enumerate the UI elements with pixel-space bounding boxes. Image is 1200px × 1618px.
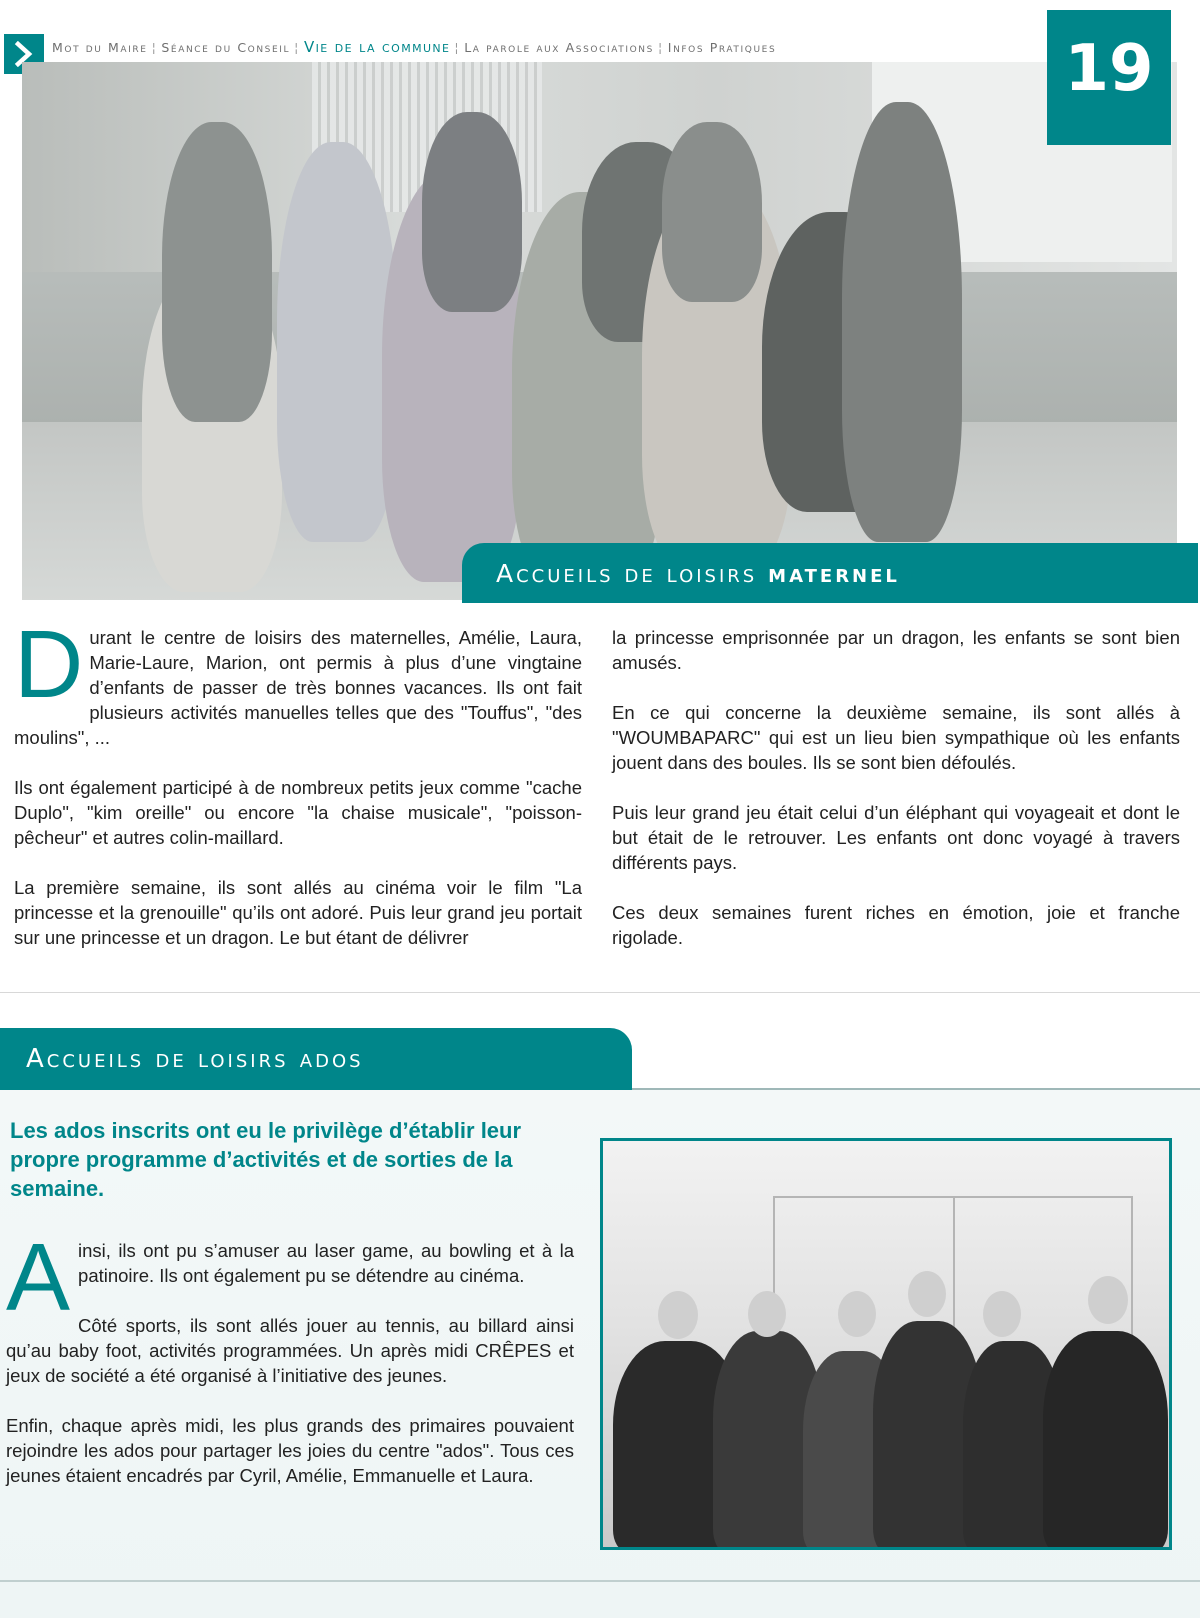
children-group-photo bbox=[22, 62, 1177, 600]
nav-separator: ¦ bbox=[294, 39, 300, 55]
paragraph: Puis leur grand jeu était celui d’un éléphant qui voyageait et dont le but était de le retrouver. Les enfants ont donc voyagé à travers différents pays. bbox=[612, 802, 1180, 873]
nav-item-mot-du-maire[interactable]: Mot du Maire bbox=[52, 39, 148, 55]
nav-separator: ¦ bbox=[151, 39, 158, 55]
paragraph: Enfin, chaque après midi, les plus grands des primaires pouvaient rejoindre les ados pour partager les joies du centre "ados". Tous ces jeunes étaient encadrés par Cyril, Amélie, Emmanuelle et Laura. bbox=[6, 1415, 574, 1486]
paragraph: Ils ont également participé à de nombreux petits jeux comme "cache Duplo", "kim oreille" ou encore "la chaise musicale", "poisson-pêcheur" et autres colin-maillard. bbox=[14, 777, 582, 848]
teens-group-photo bbox=[600, 1138, 1172, 1550]
nav-item-seance-du-conseil[interactable]: Séance du Conseil bbox=[161, 39, 291, 55]
page-number-badge: 19 bbox=[1047, 10, 1171, 145]
paragraph: Côté sports, ils sont allés jouer au tennis, au billard ainsi qu’au baby foot, activités programmées. Un après midi CRÊPES et jeux de société a été organisé à l’initiative des jeunes. bbox=[6, 1315, 574, 1386]
nav-item-vie-de-la-commune[interactable]: Vie de la commune bbox=[303, 38, 451, 56]
nav-links bbox=[52, 38, 1032, 56]
paragraph: Ainsi, ils ont pu s’amuser au laser game, au bowling et à la patinoire. Ils ont également pu se détendre au cinéma. bbox=[6, 1224, 574, 1331]
paragraph: Ces deux semaines furent riches en émotion, joie et franche rigolade. bbox=[612, 902, 1180, 948]
paragraph: En ce qui concerne la deuxième semaine, ils sont allés à "WOUMBAPARC" qui est un lieu bien sympathique où les enfants jouent dans des boules. Ils se sont bien défoulés. bbox=[612, 702, 1180, 773]
article-column-2 bbox=[612, 625, 1180, 975]
paragraph: Durant le centre de loisirs des maternelles, Amélie, Laura, Marie-Laure, Marion, ont permis à plus d’une vingtaine d’enfants de passer de très bonnes vacances. Ils ont fait plusieurs activités manuelles telles que des "Touffus", "des moulins", ... bbox=[14, 611, 582, 748]
nav-separator: ¦ bbox=[454, 39, 461, 55]
drop-cap: A bbox=[6, 1224, 71, 1331]
article-column bbox=[6, 1224, 574, 1513]
section-title-part1: Accueils de loisirs bbox=[496, 558, 758, 588]
paragraph: La première semaine, ils sont allés au cinéma voir le film "La princesse et la grenouille" qu’ils ont adoré. Puis leur grand jeu portait sur une princesse et un dragon. Le but étant de délivrer bbox=[14, 877, 582, 948]
nav-separator: ¦ bbox=[657, 39, 664, 55]
article-column-1 bbox=[14, 611, 582, 975]
drop-cap: D bbox=[14, 611, 84, 718]
paragraph: la princesse emprisonnée par un dragon, les enfants se sont bien amusés. bbox=[612, 627, 1180, 673]
article-ados bbox=[0, 1090, 1200, 1618]
section-header-ados: Accueils de loisirs ados bbox=[0, 1028, 632, 1090]
nav-item-parole-aux-associations[interactable]: La parole aux Associations bbox=[464, 39, 654, 55]
nav-item-infos-pratiques[interactable]: Infos Pratiques bbox=[667, 39, 777, 55]
article-maternel bbox=[0, 603, 1200, 993]
page-bottom-rule bbox=[0, 1580, 1200, 1582]
section-header-maternel bbox=[462, 543, 1198, 603]
article-lead: Les ados inscrits ont eu le privilège d’établir leur propre programme d’activités et de sorties de la semaine. bbox=[10, 1118, 522, 1201]
section-title-part2: maternel bbox=[768, 558, 900, 588]
